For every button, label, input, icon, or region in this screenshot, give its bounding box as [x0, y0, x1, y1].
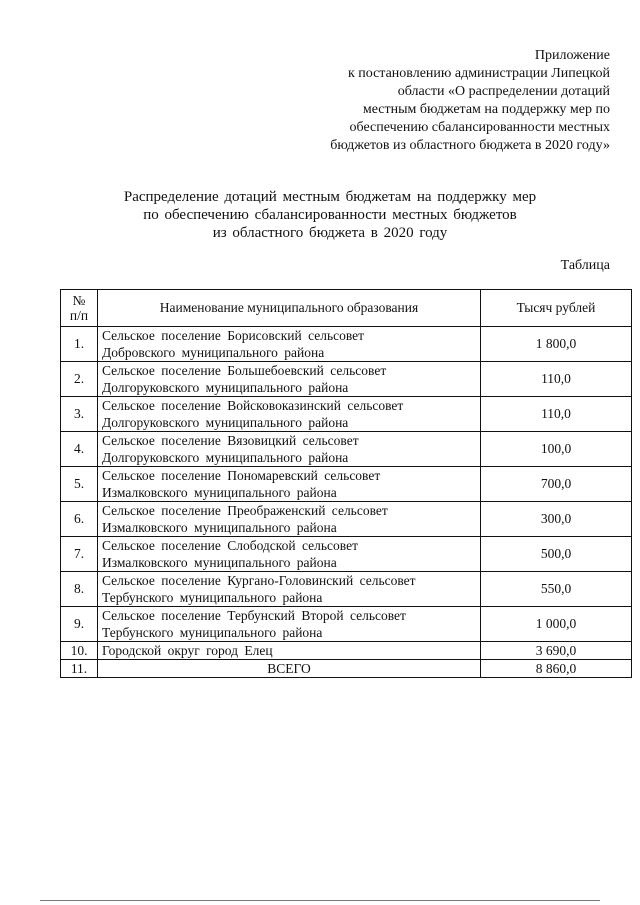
table-row — [61, 642, 632, 660]
row-name: Сельское поселение Вязовицкий сельсовет Долгоруковского муниципального района — [98, 432, 481, 467]
appendix-line: к постановлению администрации Липецкой — [347, 66, 610, 81]
row-name: Сельское поселение Слободской сельсовет Измалковского муниципального района — [98, 537, 481, 572]
row-number: 9. — [61, 607, 98, 642]
title-line: из областного бюджета в 2020 году — [212, 225, 448, 241]
table-row — [61, 327, 632, 362]
row-value: 100,0 — [481, 432, 632, 467]
row-number: 2. — [61, 362, 98, 397]
row-value: 1 000,0 — [481, 607, 632, 642]
row-number: 5. — [61, 467, 98, 502]
row-number: 11. — [61, 660, 98, 678]
appendix-line: области «О распределении дотаций — [397, 84, 610, 99]
row-number: 6. — [61, 502, 98, 537]
row-name: Сельское поселение Пономаревский сельсовет Измалковского муниципального района — [98, 467, 481, 502]
total-value: 8 860,0 — [481, 660, 632, 678]
total-label: ВСЕГО — [98, 660, 481, 678]
appendix-line: местным бюджетам на поддержку мер по — [362, 102, 610, 117]
subsidy-table — [60, 289, 632, 678]
row-value: 700,0 — [481, 467, 632, 502]
row-number: 8. — [61, 572, 98, 607]
table-row — [61, 467, 632, 502]
row-number: 3. — [61, 397, 98, 432]
document-title — [40, 188, 620, 242]
table-row — [61, 537, 632, 572]
table-row — [61, 362, 632, 397]
row-name: Сельское поселение Борисовский сельсовет Добровского муниципального района — [98, 327, 481, 362]
row-name: Сельское поселение Тербунский Второй сельсовет Тербунского муниципального района — [98, 607, 481, 642]
row-name: Сельское поселение Кургано-Головинский сельсовет Тербунского муниципального района — [98, 572, 481, 607]
row-value: 300,0 — [481, 502, 632, 537]
appendix-block — [270, 47, 610, 155]
appendix-line: Приложение — [534, 48, 610, 63]
page-divider — [40, 900, 600, 901]
row-number: 1. — [61, 327, 98, 362]
row-value: 3 690,0 — [481, 642, 632, 660]
table-row — [61, 502, 632, 537]
table-header-row — [61, 290, 632, 327]
row-name: Городской округ город Елец — [98, 642, 481, 660]
table-row — [61, 432, 632, 467]
row-value: 1 800,0 — [481, 327, 632, 362]
table-row — [61, 607, 632, 642]
row-name: Сельское поселение Большебоевский сельсовет Долгоруковского муниципального района — [98, 362, 481, 397]
row-name: Сельское поселение Войсковоказинский сельсовет Долгоруковского муниципального района — [98, 397, 481, 432]
row-number: 4. — [61, 432, 98, 467]
table-row — [61, 397, 632, 432]
row-value: 110,0 — [481, 397, 632, 432]
table-caption: Таблица — [560, 258, 610, 273]
row-value: 110,0 — [481, 362, 632, 397]
title-line: по обеспечению сбалансированности местных бюджетов — [143, 207, 517, 223]
header-name: Наименование муниципального образования — [98, 290, 481, 327]
row-number: 10. — [61, 642, 98, 660]
row-number: 7. — [61, 537, 98, 572]
appendix-line: бюджетов из областного бюджета в 2020 году» — [330, 138, 610, 153]
row-value: 550,0 — [481, 572, 632, 607]
title-line: Распределение дотаций местным бюджетам на поддержку мер — [123, 189, 537, 205]
row-value: 500,0 — [481, 537, 632, 572]
header-value: Тысяч рублей — [481, 290, 632, 327]
total-row — [61, 660, 632, 678]
appendix-line: обеспечению сбалансированности местных — [349, 120, 610, 135]
table-row — [61, 572, 632, 607]
row-name: Сельское поселение Преображенский сельсовет Измалковского муниципального района — [98, 502, 481, 537]
header-number: № п/п — [61, 290, 98, 327]
